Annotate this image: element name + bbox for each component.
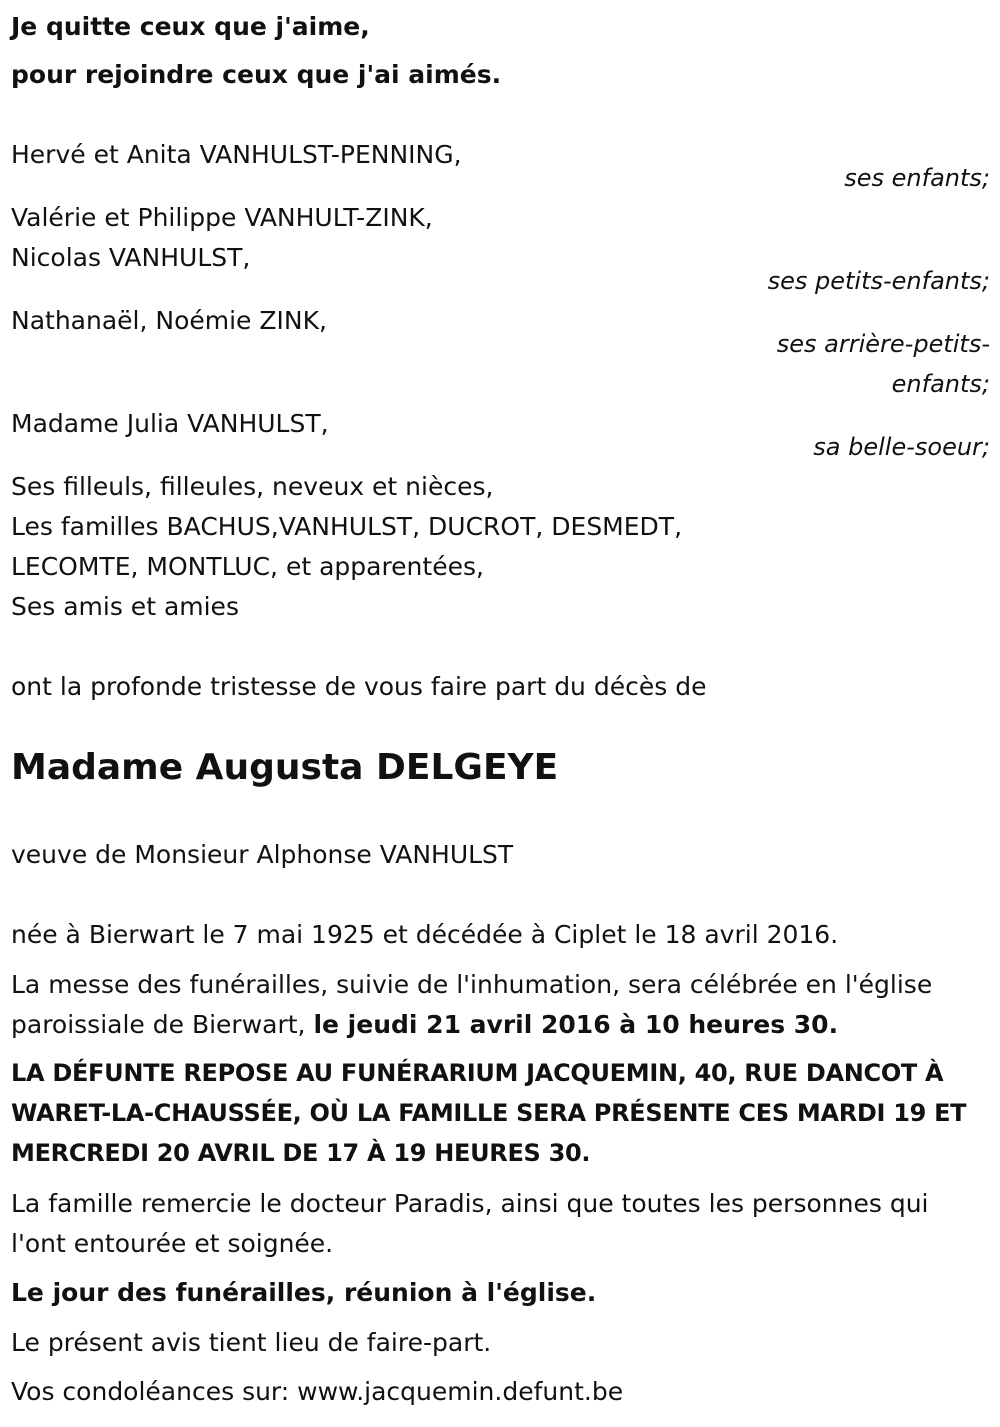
sister-in-law-relation: sa belle-soeur; — [813, 433, 990, 461]
mass-line-1: La messe des funérailles, suivie de l'inhumation, sera célébrée en l'église — [11, 970, 933, 999]
children-relation: ses enfants; — [844, 164, 990, 192]
sister-in-law-name: Madame Julia VANHULST, — [11, 409, 329, 438]
great-grandchildren-relation-line-1: ses arrière-petits- — [776, 330, 990, 358]
grandchild-name-1: Valérie et Philippe VANHULT-ZINK, — [11, 203, 433, 232]
children-names: Hervé et Anita VANHULST-PENNING, — [11, 140, 462, 169]
others-line-2: Les familles BACHUS,VANHULST, DUCROT, DESMEDT, — [11, 512, 683, 541]
mass-line-2 — [11, 1010, 838, 1040]
thanks-line-1: La famille remercie le docteur Paradis, ainsi que toutes les personnes qui — [11, 1189, 929, 1218]
grandchild-name-2: Nicolas VANHULST, — [11, 243, 251, 272]
announcement: ont la profonde tristesse de vous faire part du décès de — [11, 672, 707, 701]
others-line-4: Ses amis et amies — [11, 592, 239, 621]
notice-note: Le présent avis tient lieu de faire-part. — [11, 1328, 492, 1357]
mass-location: paroissiale de Bierwart, — [11, 1010, 314, 1039]
mass-date-time: le jeudi 21 avril 2016 à 10 heures 30. — [313, 1010, 839, 1039]
others-line-3: LECOMTE, MONTLUC, et apparentées, — [11, 552, 484, 581]
deceased-name: Madame Augusta DELGEYE — [11, 747, 559, 788]
epigraph-line-1: Je quitte ceux que j'aime, — [11, 12, 370, 41]
great-grandchildren-names: Nathanaël, Noémie ZINK, — [11, 306, 327, 335]
others-line-1: Ses filleuls, filleules, neveux et nièces, — [11, 472, 494, 501]
meeting-note: Le jour des funérailles, réunion à l'église. — [11, 1278, 597, 1307]
thanks-line-2: l'ont entourée et soignée. — [11, 1229, 334, 1258]
repose-line-3: MERCREDI 20 AVRIL DE 17 À 19 HEURES 30. — [11, 1139, 591, 1167]
repose-line-2: WARET-LA-CHAUSSÉE, OÙ LA FAMILLE SERA PRÉSENTE CES MARDI 19 ET — [11, 1099, 967, 1127]
grandchildren-relation: ses petits-enfants; — [767, 267, 990, 295]
epigraph-line-2: pour rejoindre ceux que j'ai aimés. — [11, 60, 502, 89]
great-grandchildren-relation-line-2: enfants; — [891, 370, 990, 398]
condolences-link[interactable]: Vos condoléances sur: www.jacquemin.defunt.be — [11, 1377, 624, 1406]
widow-of: veuve de Monsieur Alphonse VANHULST — [11, 840, 514, 869]
repose-line-1: LA DÉFUNTE REPOSE AU FUNÉRARIUM JACQUEMIN, 40, RUE DANCOT À — [11, 1059, 944, 1087]
birth-death: née à Bierwart le 7 mai 1925 et décédée à Ciplet le 18 avril 2016. — [11, 920, 839, 949]
